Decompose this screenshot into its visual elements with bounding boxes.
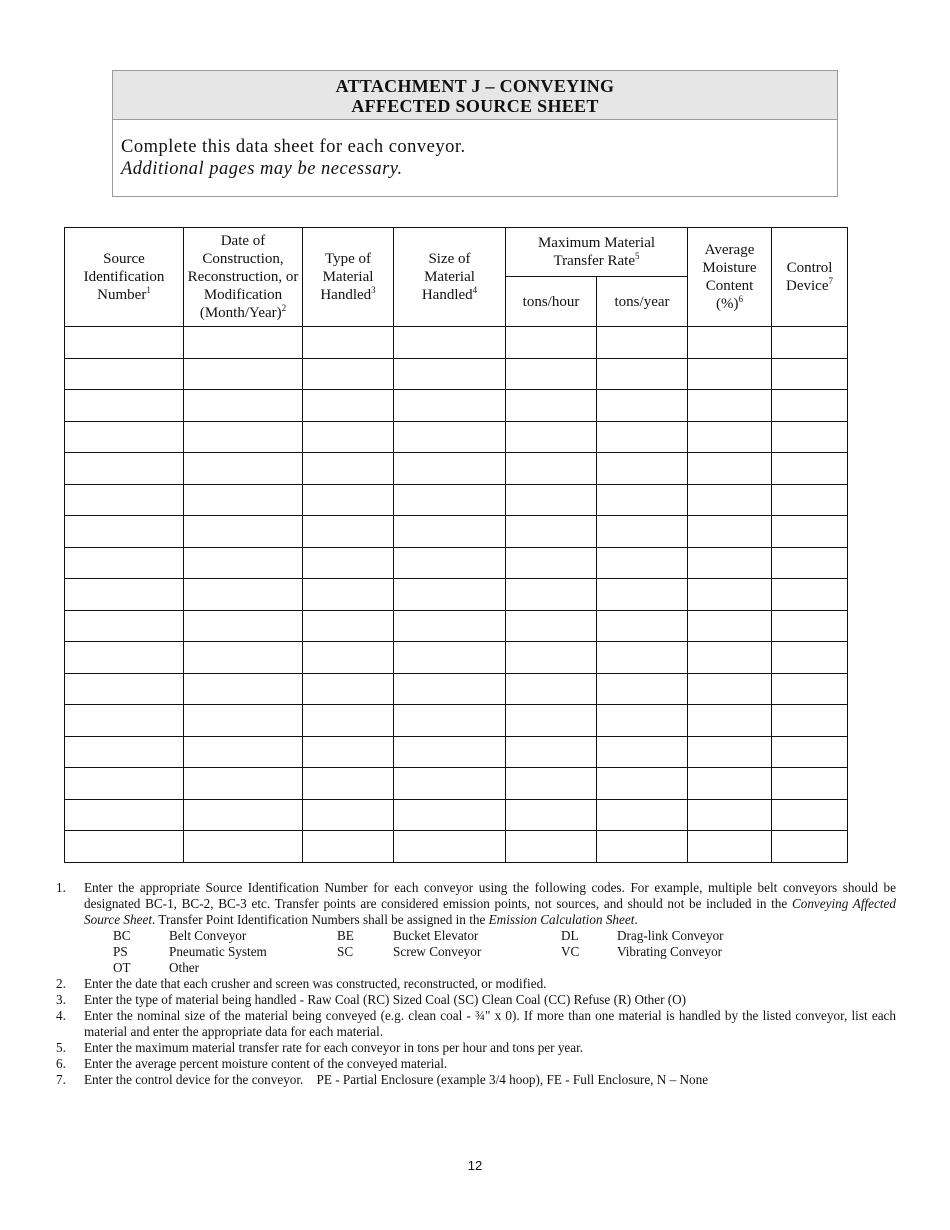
table-cell[interactable] xyxy=(506,642,597,674)
table-cell[interactable] xyxy=(506,484,597,516)
table-cell[interactable] xyxy=(184,768,303,800)
table-row xyxy=(65,799,848,831)
table-cell[interactable] xyxy=(597,327,688,359)
col-header-moisture: Average Moisture Content (%)$^6$ xyxy=(688,228,772,327)
table-row xyxy=(65,673,848,705)
table-cell[interactable] xyxy=(688,453,772,485)
table-cell[interactable] xyxy=(772,516,848,548)
table-cell[interactable] xyxy=(394,421,506,453)
table-cell[interactable] xyxy=(597,831,688,863)
table-cell[interactable] xyxy=(303,453,394,485)
col-header-transfer-rate: Maximum Material Transfer Rate$^5$ xyxy=(506,228,688,277)
table-cell[interactable] xyxy=(184,705,303,737)
table-cell[interactable] xyxy=(303,579,394,611)
table-cell[interactable] xyxy=(394,642,506,674)
table-cell[interactable] xyxy=(772,799,848,831)
title-line-2: AFFECTED SOURCE SHEET xyxy=(351,96,599,116)
table-cell[interactable] xyxy=(303,831,394,863)
conveyor-data-table xyxy=(64,227,848,863)
code-row: OT Other xyxy=(113,960,200,975)
table-cell[interactable] xyxy=(772,358,848,390)
table-cell[interactable] xyxy=(506,327,597,359)
instruction-text: Complete this data sheet for each conveyor. xyxy=(121,137,466,157)
table-cell[interactable] xyxy=(688,390,772,422)
table-cell[interactable] xyxy=(506,705,597,737)
table-cell[interactable] xyxy=(772,831,848,863)
footnote-5: 5. Enter the maximum material transfer rate for each conveyor in tons per hour and tons per year. xyxy=(56,1040,584,1055)
table-row xyxy=(65,453,848,485)
table-cell[interactable] xyxy=(506,516,597,548)
table-cell[interactable] xyxy=(688,610,772,642)
footnote-3: 3. Enter the type of material being handled - Raw Coal (RC) Sized Coal (SC) Clean Coal (CC) Refuse (R) Other (O) xyxy=(56,992,687,1007)
table-cell[interactable] xyxy=(597,453,688,485)
page-number: 12 xyxy=(467,1158,483,1173)
table-cell[interactable] xyxy=(303,642,394,674)
table-cell[interactable] xyxy=(303,610,394,642)
table-cell[interactable] xyxy=(65,547,184,579)
table-cell[interactable] xyxy=(303,327,394,359)
col-header-material-size: Size of Material Handled$^4$ xyxy=(394,228,506,327)
table-cell[interactable] xyxy=(65,736,184,768)
table-cell[interactable] xyxy=(65,453,184,485)
table-cell[interactable] xyxy=(65,610,184,642)
table-cell[interactable] xyxy=(184,358,303,390)
col-header-source-id: Source Identification Number$^1$ xyxy=(65,228,184,327)
table-cell[interactable] xyxy=(506,610,597,642)
table-cell[interactable] xyxy=(772,421,848,453)
table-row xyxy=(65,484,848,516)
table-cell[interactable] xyxy=(303,547,394,579)
col-header-date: Date of Construction, Reconstruction, or Modification (Month/Year)$^2$ xyxy=(184,228,303,327)
table-row xyxy=(65,579,848,611)
table-cell[interactable] xyxy=(506,736,597,768)
footnotes xyxy=(56,880,896,1088)
table-cell[interactable] xyxy=(394,673,506,705)
table-row xyxy=(65,516,848,548)
table-cell[interactable] xyxy=(772,610,848,642)
table-cell[interactable] xyxy=(394,799,506,831)
table-cell[interactable] xyxy=(184,799,303,831)
table-cell[interactable] xyxy=(772,736,848,768)
table-row xyxy=(65,327,848,359)
table-row xyxy=(65,421,848,453)
table-cell[interactable] xyxy=(394,831,506,863)
title-line-1: ATTACHMENT J – CONVEYING xyxy=(335,76,615,96)
table-cell[interactable] xyxy=(65,327,184,359)
sheet-title xyxy=(113,71,837,120)
table-row xyxy=(65,736,848,768)
additional-pages-note: Additional pages may be necessary. xyxy=(121,159,403,179)
table-cell[interactable] xyxy=(394,547,506,579)
table-cell[interactable] xyxy=(597,736,688,768)
table-cell[interactable] xyxy=(394,768,506,800)
table-cell[interactable] xyxy=(772,768,848,800)
table-cell[interactable] xyxy=(184,453,303,485)
header-box xyxy=(112,70,838,197)
table-cell[interactable] xyxy=(597,705,688,737)
table-cell[interactable] xyxy=(597,516,688,548)
table-row xyxy=(65,547,848,579)
table-cell[interactable] xyxy=(506,358,597,390)
table-cell[interactable] xyxy=(65,673,184,705)
table-cell[interactable] xyxy=(772,547,848,579)
table-cell[interactable] xyxy=(506,831,597,863)
table-cell[interactable] xyxy=(506,453,597,485)
table-cell[interactable] xyxy=(65,516,184,548)
table-cell[interactable] xyxy=(184,579,303,611)
table-cell[interactable] xyxy=(506,421,597,453)
table-cell[interactable] xyxy=(772,642,848,674)
table-cell[interactable] xyxy=(184,831,303,863)
table-cell[interactable] xyxy=(597,421,688,453)
table-cell[interactable] xyxy=(506,799,597,831)
table-cell[interactable] xyxy=(394,390,506,422)
table-cell[interactable] xyxy=(184,736,303,768)
code-row: PS Pneumatic System SC Screw Conveyor VC Vibrating Conveyor xyxy=(113,944,723,959)
table-cell[interactable] xyxy=(506,673,597,705)
table-cell[interactable] xyxy=(65,831,184,863)
table-cell[interactable] xyxy=(506,579,597,611)
table-cell[interactable] xyxy=(688,484,772,516)
table-cell[interactable] xyxy=(303,705,394,737)
table-cell[interactable] xyxy=(65,579,184,611)
table-cell[interactable] xyxy=(184,390,303,422)
table-cell[interactable] xyxy=(303,673,394,705)
table-cell[interactable] xyxy=(772,453,848,485)
table-row xyxy=(65,390,848,422)
table-row xyxy=(65,610,848,642)
table-cell[interactable] xyxy=(597,610,688,642)
instructions xyxy=(113,120,837,180)
table-cell[interactable] xyxy=(65,484,184,516)
table-cell[interactable] xyxy=(688,673,772,705)
table-cell[interactable] xyxy=(688,327,772,359)
table-cell[interactable] xyxy=(597,358,688,390)
col-header-tons-year: tons/year xyxy=(597,277,688,327)
footnote-1: 1. Enter the appropriate Source Identification Number for each conveyor using the following codes. For example, multiple belt conveyors should be designated BC-1, BC-2, BC-3 etc. Transfer points are considered emission points, not sources, and should not be included in the Conveying Affected Source Sheet. Transfer Point Identification Numbers shall be assigned in the Emission Calculation Sheet. xyxy=(56,880,896,927)
table-cell[interactable] xyxy=(184,327,303,359)
table-cell[interactable] xyxy=(394,736,506,768)
conveyor-codes xyxy=(113,928,896,976)
table-cell[interactable] xyxy=(688,421,772,453)
table-row xyxy=(65,358,848,390)
table-cell[interactable] xyxy=(394,327,506,359)
table-cell[interactable] xyxy=(597,484,688,516)
table-cell[interactable] xyxy=(303,768,394,800)
table-cell[interactable] xyxy=(772,484,848,516)
table-cell[interactable] xyxy=(303,516,394,548)
table-cell[interactable] xyxy=(184,673,303,705)
footnote-6: 6. Enter the average percent moisture content of the conveyed material. xyxy=(56,1056,448,1071)
code-row: BC Belt Conveyor BE Bucket Elevator DL Drag-link Conveyor xyxy=(113,928,724,943)
table-cell[interactable] xyxy=(506,768,597,800)
table-cell[interactable] xyxy=(597,768,688,800)
table-cell[interactable] xyxy=(65,421,184,453)
table-cell[interactable] xyxy=(394,705,506,737)
table-cell[interactable] xyxy=(303,421,394,453)
col-header-material-type: Type of Material Handled$^3$ xyxy=(303,228,394,327)
table-cell[interactable] xyxy=(303,390,394,422)
table-cell[interactable] xyxy=(597,799,688,831)
table-cell[interactable] xyxy=(688,799,772,831)
footnote-7: 7. Enter the control device for the conveyor. PE - Partial Enclosure (example 3/4 hoop), FE - Full Enclosure, N – None xyxy=(56,1072,709,1087)
table-cell[interactable] xyxy=(772,327,848,359)
table-cell[interactable] xyxy=(772,390,848,422)
table-cell[interactable] xyxy=(184,516,303,548)
table-body xyxy=(65,327,848,863)
table-cell[interactable] xyxy=(65,390,184,422)
table-cell[interactable] xyxy=(394,453,506,485)
table-cell[interactable] xyxy=(184,547,303,579)
table-cell[interactable] xyxy=(303,358,394,390)
table-cell[interactable] xyxy=(65,768,184,800)
table-cell[interactable] xyxy=(597,642,688,674)
table-row xyxy=(65,642,848,674)
table-cell[interactable] xyxy=(688,736,772,768)
col-header-control-device: Control Device$^7$ xyxy=(772,228,848,327)
table-cell[interactable] xyxy=(772,579,848,611)
table-cell[interactable] xyxy=(394,358,506,390)
table-cell[interactable] xyxy=(688,516,772,548)
table-cell[interactable] xyxy=(597,579,688,611)
table-cell[interactable] xyxy=(184,484,303,516)
table-cell[interactable] xyxy=(597,673,688,705)
table-cell[interactable] xyxy=(772,673,848,705)
table-cell[interactable] xyxy=(506,390,597,422)
footnote-2: 2. Enter the date that each crusher and screen was constructed, reconstructed, or modified. xyxy=(56,976,547,991)
table-cell[interactable] xyxy=(303,736,394,768)
table-cell[interactable] xyxy=(184,642,303,674)
table-cell[interactable] xyxy=(394,610,506,642)
col-header-tons-hour: tons/hour xyxy=(506,277,597,327)
table-row xyxy=(65,831,848,863)
table-cell[interactable] xyxy=(184,610,303,642)
table-cell[interactable] xyxy=(688,705,772,737)
table-cell[interactable] xyxy=(303,484,394,516)
table-cell[interactable] xyxy=(688,831,772,863)
table-cell[interactable] xyxy=(394,579,506,611)
table-cell[interactable] xyxy=(772,705,848,737)
table-cell[interactable] xyxy=(597,390,688,422)
table-row xyxy=(65,705,848,737)
table-cell[interactable] xyxy=(597,547,688,579)
table-cell[interactable] xyxy=(65,799,184,831)
table-cell[interactable] xyxy=(688,768,772,800)
table-cell[interactable] xyxy=(688,642,772,674)
table-cell[interactable] xyxy=(506,547,597,579)
table-cell[interactable] xyxy=(394,516,506,548)
table-cell[interactable] xyxy=(65,705,184,737)
table-row xyxy=(65,768,848,800)
footnote-4: 4. Enter the nominal size of the material being conveyed (e.g. clean coal - ¾" x 0). If more than one material is handled by the listed conveyor, list each material and enter the appropriate data for each material. xyxy=(56,1008,896,1039)
table-cell[interactable] xyxy=(688,547,772,579)
table-cell[interactable] xyxy=(688,358,772,390)
table-cell[interactable] xyxy=(303,799,394,831)
table-cell[interactable] xyxy=(688,579,772,611)
table-cell[interactable] xyxy=(394,484,506,516)
table-cell[interactable] xyxy=(65,358,184,390)
table-cell[interactable] xyxy=(184,421,303,453)
table-cell[interactable] xyxy=(65,642,184,674)
